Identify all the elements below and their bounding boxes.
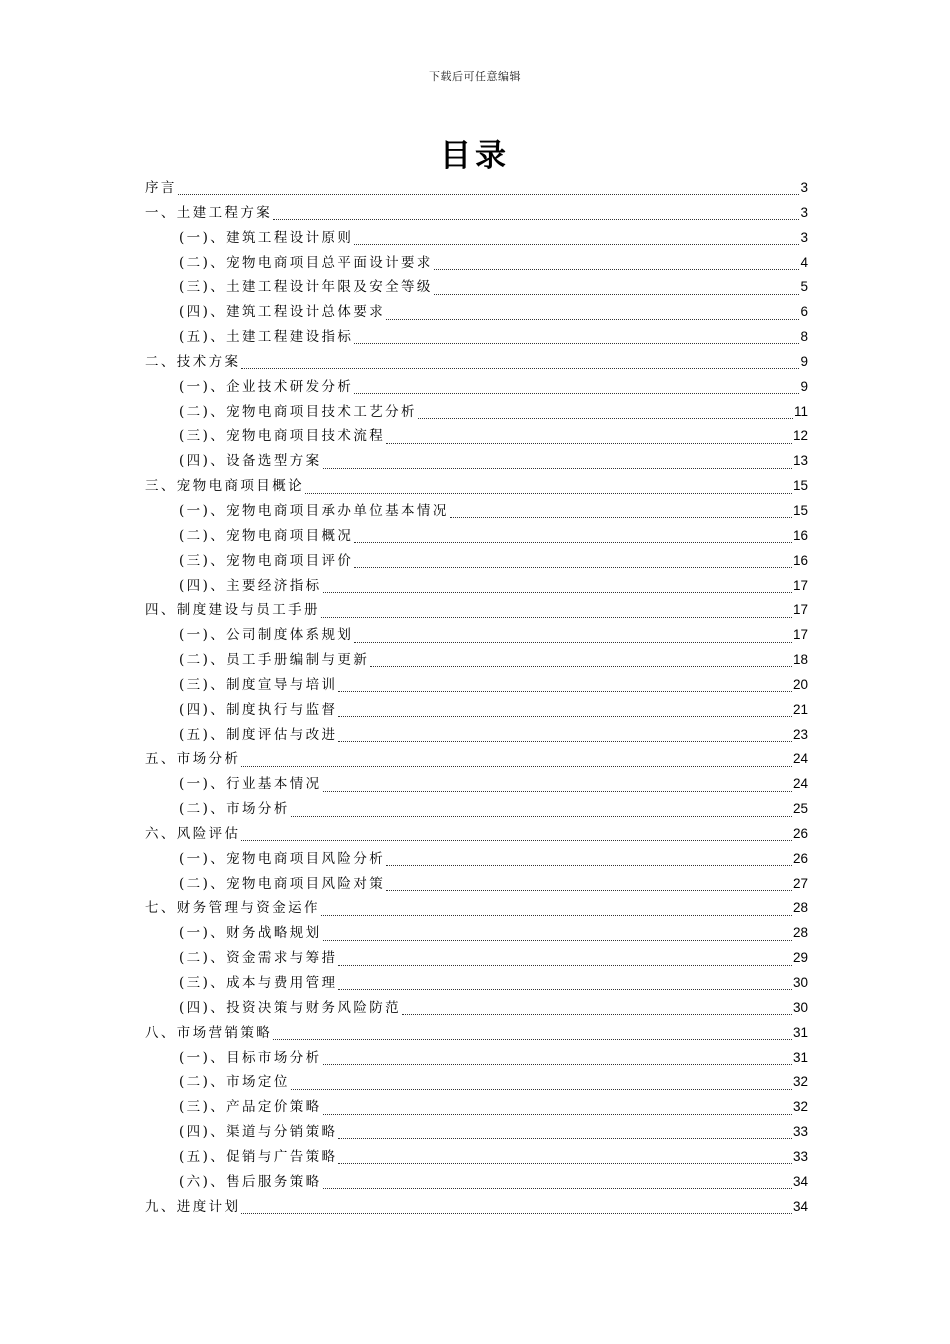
toc-entry-label: (四)、渠道与分销策略 bbox=[179, 1124, 338, 1141]
toc-section-entry[interactable] bbox=[145, 623, 808, 648]
toc-entry-label: (四)、建筑工程设计总体要求 bbox=[179, 304, 386, 321]
toc-section-entry[interactable] bbox=[145, 574, 808, 599]
toc-section-entry[interactable] bbox=[145, 648, 808, 673]
toc-chapter-entry[interactable] bbox=[145, 822, 808, 847]
toc-entry-label: (五)、土建工程建设指标 bbox=[179, 329, 354, 346]
toc-page-number: 5 bbox=[800, 279, 808, 295]
toc-dot-leader bbox=[305, 492, 792, 494]
toc-dot-leader bbox=[434, 293, 800, 295]
toc-dot-leader bbox=[323, 790, 792, 792]
page-title: 目录 bbox=[440, 138, 510, 174]
toc-entry-label: 序言 bbox=[145, 180, 177, 196]
toc-section-entry[interactable] bbox=[145, 723, 808, 748]
toc-section-entry[interactable] bbox=[145, 673, 808, 698]
toc-entry-label: (一)、宠物电商项目承办单位基本情况 bbox=[179, 502, 449, 519]
toc-page-number: 18 bbox=[792, 652, 808, 668]
toc-entry-label: (三)、产品定价策略 bbox=[179, 1099, 322, 1116]
toc-page-number: 30 bbox=[792, 999, 808, 1015]
toc-dot-leader bbox=[241, 765, 792, 767]
toc-page-number: 32 bbox=[792, 1074, 808, 1090]
toc-page-number: 30 bbox=[792, 975, 808, 990]
toc-section-entry[interactable] bbox=[145, 1170, 808, 1195]
toc-entry-label: (一)、宠物电商项目风险分析 bbox=[179, 850, 386, 867]
toc-section-entry[interactable] bbox=[145, 797, 808, 822]
toc-entry-label: (二)、市场分析 bbox=[179, 801, 290, 818]
toc-section-entry[interactable] bbox=[145, 300, 808, 325]
toc-section-entry[interactable] bbox=[145, 847, 808, 872]
toc-page-number: 33 bbox=[792, 1148, 808, 1164]
toc-dot-leader bbox=[354, 641, 792, 643]
toc-page-number: 23 bbox=[792, 726, 808, 742]
toc-dot-leader bbox=[178, 193, 800, 195]
toc-section-entry[interactable] bbox=[145, 400, 808, 425]
toc-dot-leader bbox=[273, 1038, 792, 1040]
toc-entry-label: (四)、设备选型方案 bbox=[179, 453, 322, 470]
header-note: 下载后可任意编辑 bbox=[429, 70, 521, 83]
toc-dot-leader bbox=[402, 1013, 792, 1015]
toc-page-number: 8 bbox=[800, 329, 808, 345]
toc-entry-label: (四)、制度执行与监督 bbox=[179, 701, 338, 718]
toc-chapter-entry[interactable] bbox=[145, 474, 808, 499]
toc-section-entry[interactable] bbox=[145, 946, 808, 971]
toc-dot-leader bbox=[338, 964, 792, 966]
toc-page-number: 11 bbox=[793, 403, 808, 419]
toc-section-entry[interactable] bbox=[145, 872, 808, 897]
toc-chapter-entry[interactable] bbox=[145, 1021, 808, 1046]
toc-section-entry[interactable] bbox=[145, 1070, 808, 1095]
toc-dot-leader bbox=[450, 516, 792, 518]
toc-section-entry[interactable] bbox=[145, 1145, 808, 1170]
toc-dot-leader bbox=[321, 914, 792, 916]
toc-dot-leader bbox=[323, 1113, 792, 1115]
toc-page-number: 3 bbox=[800, 229, 808, 245]
toc-entry-label: (三)、成本与费用管理 bbox=[179, 975, 338, 991]
toc-page-number: 9 bbox=[800, 353, 808, 369]
toc-page-number: 16 bbox=[792, 527, 808, 543]
toc-section-entry[interactable] bbox=[145, 1120, 808, 1145]
toc-section-entry[interactable] bbox=[145, 698, 808, 723]
toc-section-entry[interactable] bbox=[145, 971, 808, 996]
toc-entry-label: 六、风险评估 bbox=[145, 825, 241, 842]
toc-entry-label: (四)、投资决策与财务风险防范 bbox=[179, 999, 402, 1016]
toc-entry-label: (六)、售后服务策略 bbox=[179, 1173, 322, 1190]
toc-entry-label: (二)、宠物电商项目总平面设计要求 bbox=[179, 254, 433, 271]
toc-dot-leader bbox=[338, 1162, 792, 1164]
toc-entry-label: 二、技术方案 bbox=[145, 353, 241, 370]
toc-entry-label: (一)、目标市场分析 bbox=[179, 1049, 322, 1066]
toc-section-entry[interactable] bbox=[145, 325, 808, 350]
toc-entry-label: 七、财务管理与资金运作 bbox=[145, 900, 320, 917]
toc-page-number: 33 bbox=[792, 1124, 808, 1140]
toc-page-number: 26 bbox=[792, 825, 808, 841]
toc-dot-leader bbox=[338, 715, 792, 717]
toc-entry-label: (二)、宠物电商项目概况 bbox=[179, 527, 354, 544]
toc-section-entry[interactable] bbox=[145, 275, 808, 300]
toc-chapter-entry[interactable] bbox=[145, 1195, 808, 1220]
toc-dot-leader bbox=[241, 367, 799, 369]
toc-entry-label: (一)、公司制度体系规划 bbox=[179, 627, 354, 644]
toc-chapter-entry[interactable] bbox=[145, 350, 808, 375]
toc-dot-leader bbox=[338, 1137, 792, 1139]
toc-page-number: 27 bbox=[792, 875, 808, 891]
toc-entry-label: (三)、制度宣导与培训 bbox=[179, 676, 338, 693]
toc-section-entry[interactable] bbox=[145, 921, 808, 946]
toc-chapter-entry[interactable] bbox=[145, 176, 808, 201]
toc-dot-leader bbox=[323, 1187, 792, 1189]
toc-dot-leader bbox=[323, 467, 792, 469]
toc-page-number: 34 bbox=[792, 1198, 808, 1214]
toc-page-number: 3 bbox=[800, 204, 808, 220]
toc-entry-label: (二)、员工手册编制与更新 bbox=[179, 652, 370, 669]
toc-entry-label: 九、进度计划 bbox=[145, 1198, 241, 1215]
toc-entry-label: 八、市场营销策略 bbox=[145, 1024, 273, 1041]
toc-dot-leader bbox=[323, 591, 792, 593]
toc-entry-label: 五、市场分析 bbox=[145, 751, 241, 768]
toc-entry-label: (三)、宠物电商项目评价 bbox=[179, 552, 354, 569]
toc-page-number: 34 bbox=[792, 1173, 808, 1189]
toc-dot-leader bbox=[354, 566, 792, 568]
toc-entry-label: (二)、宠物电商项目风险对策 bbox=[179, 875, 386, 892]
toc-entry-label: (五)、促销与广告策略 bbox=[179, 1148, 338, 1165]
toc-dot-leader bbox=[386, 864, 792, 866]
toc-entry-label: (一)、财务战略规划 bbox=[179, 925, 322, 942]
toc-section-entry[interactable] bbox=[145, 524, 808, 549]
toc-page-number: 28 bbox=[792, 900, 808, 916]
toc-section-entry[interactable] bbox=[145, 1046, 808, 1071]
toc-dot-leader bbox=[386, 442, 792, 444]
table-of-contents bbox=[145, 176, 808, 1219]
toc-entry-label: (二)、资金需求与筹措 bbox=[179, 950, 338, 967]
toc-dot-leader bbox=[386, 318, 799, 320]
toc-page-number: 15 bbox=[792, 478, 808, 494]
toc-page-number: 21 bbox=[792, 701, 808, 717]
toc-page-number: 29 bbox=[792, 950, 808, 966]
toc-page-number: 13 bbox=[792, 453, 808, 469]
toc-section-entry[interactable] bbox=[145, 499, 808, 524]
toc-dot-leader bbox=[338, 690, 792, 692]
toc-page-number: 12 bbox=[792, 428, 808, 444]
toc-entry-label: (一)、企业技术研发分析 bbox=[179, 378, 354, 395]
toc-dot-leader bbox=[241, 839, 792, 841]
toc-page-number: 28 bbox=[792, 925, 808, 941]
toc-entry-label: (一)、行业基本情况 bbox=[179, 776, 322, 793]
toc-dot-leader bbox=[291, 815, 792, 817]
toc-dot-leader bbox=[354, 342, 799, 344]
toc-entry-label: (四)、主要经济指标 bbox=[179, 577, 322, 594]
toc-dot-leader bbox=[241, 1212, 792, 1214]
toc-page-number: 3 bbox=[800, 180, 808, 195]
toc-page-number: 9 bbox=[800, 378, 808, 394]
toc-page-number: 15 bbox=[792, 502, 808, 518]
toc-dot-leader bbox=[338, 988, 792, 990]
toc-page-number: 24 bbox=[792, 776, 808, 792]
toc-dot-leader bbox=[418, 417, 793, 419]
toc-entry-label: (三)、土建工程设计年限及安全等级 bbox=[179, 279, 433, 296]
toc-page-number: 6 bbox=[800, 304, 808, 320]
toc-dot-leader bbox=[321, 616, 792, 618]
toc-page-number: 16 bbox=[792, 552, 808, 568]
toc-dot-leader bbox=[354, 541, 792, 543]
toc-entry-label: (三)、宠物电商项目技术流程 bbox=[179, 428, 386, 445]
toc-entry-label: (二)、市场定位 bbox=[179, 1074, 290, 1091]
toc-page-number: 17 bbox=[792, 577, 808, 593]
toc-section-entry[interactable] bbox=[145, 772, 808, 797]
toc-chapter-entry[interactable] bbox=[145, 201, 808, 226]
toc-page-number: 4 bbox=[800, 254, 808, 270]
toc-dot-leader bbox=[291, 1088, 792, 1090]
toc-page-number: 24 bbox=[792, 751, 808, 767]
toc-chapter-entry[interactable] bbox=[145, 598, 808, 623]
toc-page-number: 25 bbox=[792, 801, 808, 817]
toc-dot-leader bbox=[323, 939, 792, 941]
toc-page-number: 20 bbox=[792, 676, 808, 692]
toc-dot-leader bbox=[354, 243, 799, 245]
toc-section-entry[interactable] bbox=[145, 375, 808, 400]
toc-page-number: 17 bbox=[792, 627, 808, 643]
toc-entry-label: (一)、建筑工程设计原则 bbox=[179, 229, 354, 246]
toc-section-entry[interactable] bbox=[145, 226, 808, 251]
toc-page-number: 31 bbox=[792, 1024, 808, 1040]
toc-section-entry[interactable] bbox=[145, 424, 808, 449]
toc-chapter-entry[interactable] bbox=[145, 896, 808, 921]
toc-section-entry[interactable] bbox=[145, 251, 808, 276]
toc-page-number: 17 bbox=[792, 602, 808, 618]
toc-entry-label: (五)、制度评估与改进 bbox=[179, 726, 338, 743]
toc-dot-leader bbox=[370, 665, 792, 667]
toc-entry-label: 一、土建工程方案 bbox=[145, 204, 273, 221]
toc-section-entry[interactable] bbox=[145, 996, 808, 1021]
toc-section-entry[interactable] bbox=[145, 1095, 808, 1120]
toc-dot-leader bbox=[273, 218, 799, 220]
toc-dot-leader bbox=[434, 268, 800, 270]
toc-page-number: 26 bbox=[792, 850, 808, 866]
toc-entry-label: 四、制度建设与员工手册 bbox=[145, 602, 320, 619]
toc-dot-leader bbox=[354, 392, 799, 394]
toc-page-number: 32 bbox=[792, 1099, 808, 1115]
toc-dot-leader bbox=[323, 1063, 792, 1065]
toc-entry-label: (二)、宠物电商项目技术工艺分析 bbox=[179, 403, 417, 420]
toc-chapter-entry[interactable] bbox=[145, 747, 808, 772]
toc-page-number: 31 bbox=[792, 1049, 808, 1065]
toc-entry-label: 三、宠物电商项目概论 bbox=[145, 478, 304, 495]
toc-section-entry[interactable] bbox=[145, 449, 808, 474]
toc-dot-leader bbox=[338, 740, 792, 742]
toc-dot-leader bbox=[386, 889, 792, 891]
toc-section-entry[interactable] bbox=[145, 549, 808, 574]
